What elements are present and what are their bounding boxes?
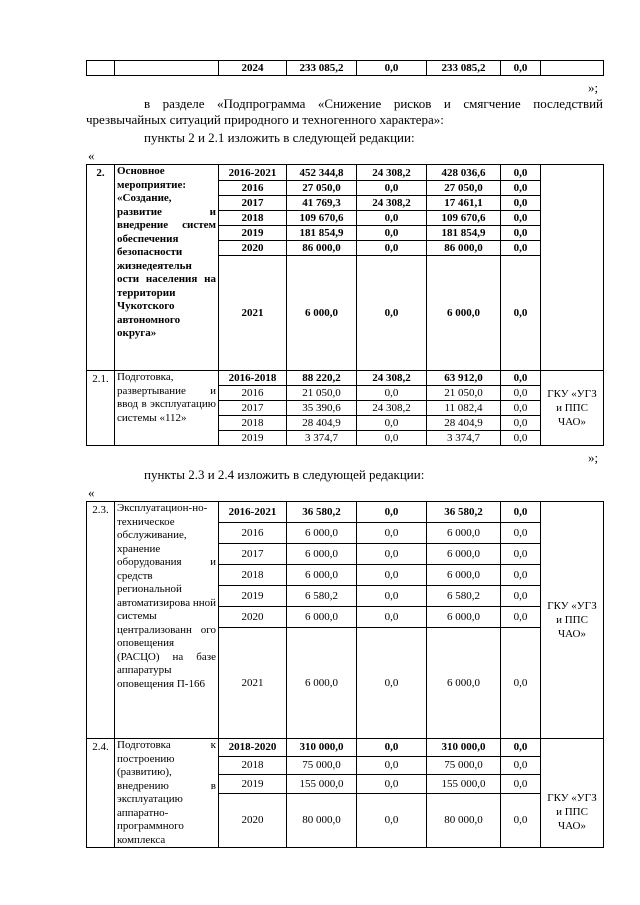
reg-cell: 310 000,0 [427, 739, 501, 757]
year-cell: 2021 [219, 628, 287, 739]
total-cell: 6 000,0 [287, 565, 357, 586]
other-cell: 0,0 [501, 756, 541, 775]
total-cell: 233 085,2 [287, 61, 357, 76]
total-cell: 88 220,2 [287, 371, 357, 386]
total-cell: 155 000,0 [287, 775, 357, 794]
year-cell: 2018 [219, 416, 287, 431]
fed-cell: 0,0 [357, 211, 427, 226]
item-number: 2.3. [87, 502, 115, 739]
year-cell: 2019 [219, 431, 287, 446]
other-cell: 0,0 [501, 386, 541, 401]
continuation-table [86, 60, 604, 76]
close-quote: »; [588, 80, 599, 95]
other-cell: 0,0 [501, 256, 541, 371]
total-cell: 41 769,3 [287, 196, 357, 211]
total-cell: 80 000,0 [287, 793, 357, 847]
paragraph: пункты 2 и 2.1 изложить в следующей редакции: [144, 130, 415, 145]
total-cell: 28 404,9 [287, 416, 357, 431]
fed-cell: 0,0 [357, 416, 427, 431]
item-description: Подготовка к построению (развитию), внедрению в эксплуатацию аппаратно-программного комплекса [115, 739, 219, 848]
reg-cell: 11 082,4 [427, 401, 501, 416]
table-row [87, 165, 604, 181]
other-cell: 0,0 [501, 241, 541, 256]
other-cell: 0,0 [501, 416, 541, 431]
other-cell: 0,0 [501, 181, 541, 196]
other-cell: 0,0 [501, 165, 541, 181]
fed-cell: 0,0 [357, 586, 427, 607]
other-cell: 0,0 [501, 607, 541, 628]
other-cell: 0,0 [501, 371, 541, 386]
fed-cell: 0,0 [357, 386, 427, 401]
executor-cell [541, 165, 604, 371]
other-cell: 0,0 [501, 502, 541, 523]
fed-cell: 0,0 [357, 181, 427, 196]
total-cell: 310 000,0 [287, 739, 357, 757]
item-number: 2.1. [87, 371, 115, 446]
subprogram-table-3 [86, 501, 604, 848]
table-row [87, 61, 604, 76]
reg-cell: 86 000,0 [427, 241, 501, 256]
fed-cell: 0,0 [357, 607, 427, 628]
other-cell: 0,0 [501, 544, 541, 565]
fed-cell: 24 308,2 [357, 401, 427, 416]
year-cell: 2017 [219, 544, 287, 565]
year-cell: 2021 [219, 256, 287, 371]
total-cell: 6 000,0 [287, 628, 357, 739]
reg-cell: 6 000,0 [427, 523, 501, 544]
executor-cell: ГКУ «УГЗ и ППС ЧАО» [541, 739, 604, 848]
total-cell: 75 000,0 [287, 756, 357, 775]
other-cell: 0,0 [501, 739, 541, 757]
reg-cell: 6 000,0 [427, 628, 501, 739]
fed-cell: 24 308,2 [357, 196, 427, 211]
year-cell: 2016-2021 [219, 502, 287, 523]
year-cell: 2020 [219, 241, 287, 256]
executor-cell: ГКУ «УГЗ и ППС ЧАО» [541, 502, 604, 739]
table-row [87, 502, 604, 523]
executor-cell: ГКУ «УГЗ и ППС ЧАО» [541, 371, 604, 446]
total-cell: 6 580,2 [287, 586, 357, 607]
total-cell: 35 390,6 [287, 401, 357, 416]
open-quote: « [88, 485, 95, 500]
fed-cell: 0,0 [357, 628, 427, 739]
fed-cell: 0,0 [357, 226, 427, 241]
year-cell: 2018 [219, 565, 287, 586]
total-cell: 3 374,7 [287, 431, 357, 446]
reg-cell: 181 854,9 [427, 226, 501, 241]
fed-cell: 0,0 [357, 775, 427, 794]
total-cell: 109 670,6 [287, 211, 357, 226]
total-cell: 6 000,0 [287, 544, 357, 565]
fed-cell: 0,0 [357, 739, 427, 757]
fed-cell: 0,0 [357, 544, 427, 565]
reg-cell: 75 000,0 [427, 756, 501, 775]
subprogram-table-2 [86, 164, 604, 446]
table-row [87, 371, 604, 386]
fed-cell: 0,0 [357, 61, 427, 76]
reg-cell: 80 000,0 [427, 793, 501, 847]
other-cell: 0,0 [501, 793, 541, 847]
year-cell: 2017 [219, 196, 287, 211]
reg-cell: 6 000,0 [427, 607, 501, 628]
year-cell: 2016 [219, 386, 287, 401]
year-cell: 2024 [219, 61, 287, 76]
other-cell: 0,0 [501, 401, 541, 416]
other-cell: 0,0 [501, 61, 541, 76]
fed-cell: 24 308,2 [357, 371, 427, 386]
fed-cell: 0,0 [357, 431, 427, 446]
reg-cell: 36 580,2 [427, 502, 501, 523]
item-number: 2. [87, 165, 115, 371]
paragraph: в разделе «Подпрограмма «Снижение рисков и смягчение последствий чрезвычайных ситуаций природного и техногенного характера»: [86, 96, 603, 127]
reg-cell: 28 404,9 [427, 416, 501, 431]
item-description: Эксплуатацион-но-техническое обслуживание, хранение оборудования и средств региональной автоматизирова нной системы централизованн ого оповещения (РАСЦО) на базе аппаратуры оповещения П-166 [115, 502, 219, 739]
year-cell: 2016-2018 [219, 371, 287, 386]
fed-cell: 0,0 [357, 793, 427, 847]
reg-cell: 3 374,7 [427, 431, 501, 446]
other-cell: 0,0 [501, 431, 541, 446]
fed-cell: 0,0 [357, 256, 427, 371]
reg-cell: 6 580,2 [427, 586, 501, 607]
item-description: Основное мероприятие: «Создание, развитие и внедрение систем обеспечения безопасности жизнедеятельн ости населения на территории Чукотского автономного округа» [115, 165, 219, 371]
paragraph: пункты 2.3 и 2.4 изложить в следующей редакции: [144, 467, 425, 482]
fed-cell: 0,0 [357, 241, 427, 256]
fed-cell: 24 308,2 [357, 165, 427, 181]
total-cell: 86 000,0 [287, 241, 357, 256]
item-number: 2.4. [87, 739, 115, 848]
year-cell: 2019 [219, 775, 287, 794]
year-cell: 2017 [219, 401, 287, 416]
total-cell: 36 580,2 [287, 502, 357, 523]
year-cell: 2016-2021 [219, 165, 287, 181]
reg-cell: 428 036,6 [427, 165, 501, 181]
year-cell: 2020 [219, 793, 287, 847]
fed-cell: 0,0 [357, 565, 427, 586]
other-cell: 0,0 [501, 628, 541, 739]
reg-cell: 21 050,0 [427, 386, 501, 401]
other-cell: 0,0 [501, 565, 541, 586]
year-cell: 2016 [219, 523, 287, 544]
reg-cell: 155 000,0 [427, 775, 501, 794]
year-cell: 2019 [219, 586, 287, 607]
fed-cell: 0,0 [357, 502, 427, 523]
reg-cell: 109 670,6 [427, 211, 501, 226]
other-cell: 0,0 [501, 523, 541, 544]
reg-cell: 27 050,0 [427, 181, 501, 196]
fed-cell: 0,0 [357, 756, 427, 775]
other-cell: 0,0 [501, 196, 541, 211]
year-cell: 2020 [219, 607, 287, 628]
total-cell: 27 050,0 [287, 181, 357, 196]
total-cell: 181 854,9 [287, 226, 357, 241]
other-cell: 0,0 [501, 211, 541, 226]
reg-cell: 6 000,0 [427, 256, 501, 371]
reg-cell: 17 461,1 [427, 196, 501, 211]
other-cell: 0,0 [501, 586, 541, 607]
other-cell: 0,0 [501, 226, 541, 241]
item-description: Подготовка, развертывание и ввод в эксплуатацию системы «112» [115, 371, 219, 446]
total-cell: 6 000,0 [287, 523, 357, 544]
reg-cell: 6 000,0 [427, 565, 501, 586]
reg-cell: 63 912,0 [427, 371, 501, 386]
year-cell: 2018 [219, 211, 287, 226]
total-cell: 452 344,8 [287, 165, 357, 181]
open-quote: « [88, 148, 95, 163]
total-cell: 6 000,0 [287, 256, 357, 371]
other-cell: 0,0 [501, 775, 541, 794]
reg-cell: 6 000,0 [427, 544, 501, 565]
close-quote: »; [588, 450, 599, 465]
reg-cell: 233 085,2 [427, 61, 501, 76]
total-cell: 21 050,0 [287, 386, 357, 401]
year-cell: 2019 [219, 226, 287, 241]
total-cell: 6 000,0 [287, 607, 357, 628]
table-row [87, 739, 604, 757]
year-cell: 2018 [219, 756, 287, 775]
fed-cell: 0,0 [357, 523, 427, 544]
year-cell: 2018-2020 [219, 739, 287, 757]
year-cell: 2016 [219, 181, 287, 196]
